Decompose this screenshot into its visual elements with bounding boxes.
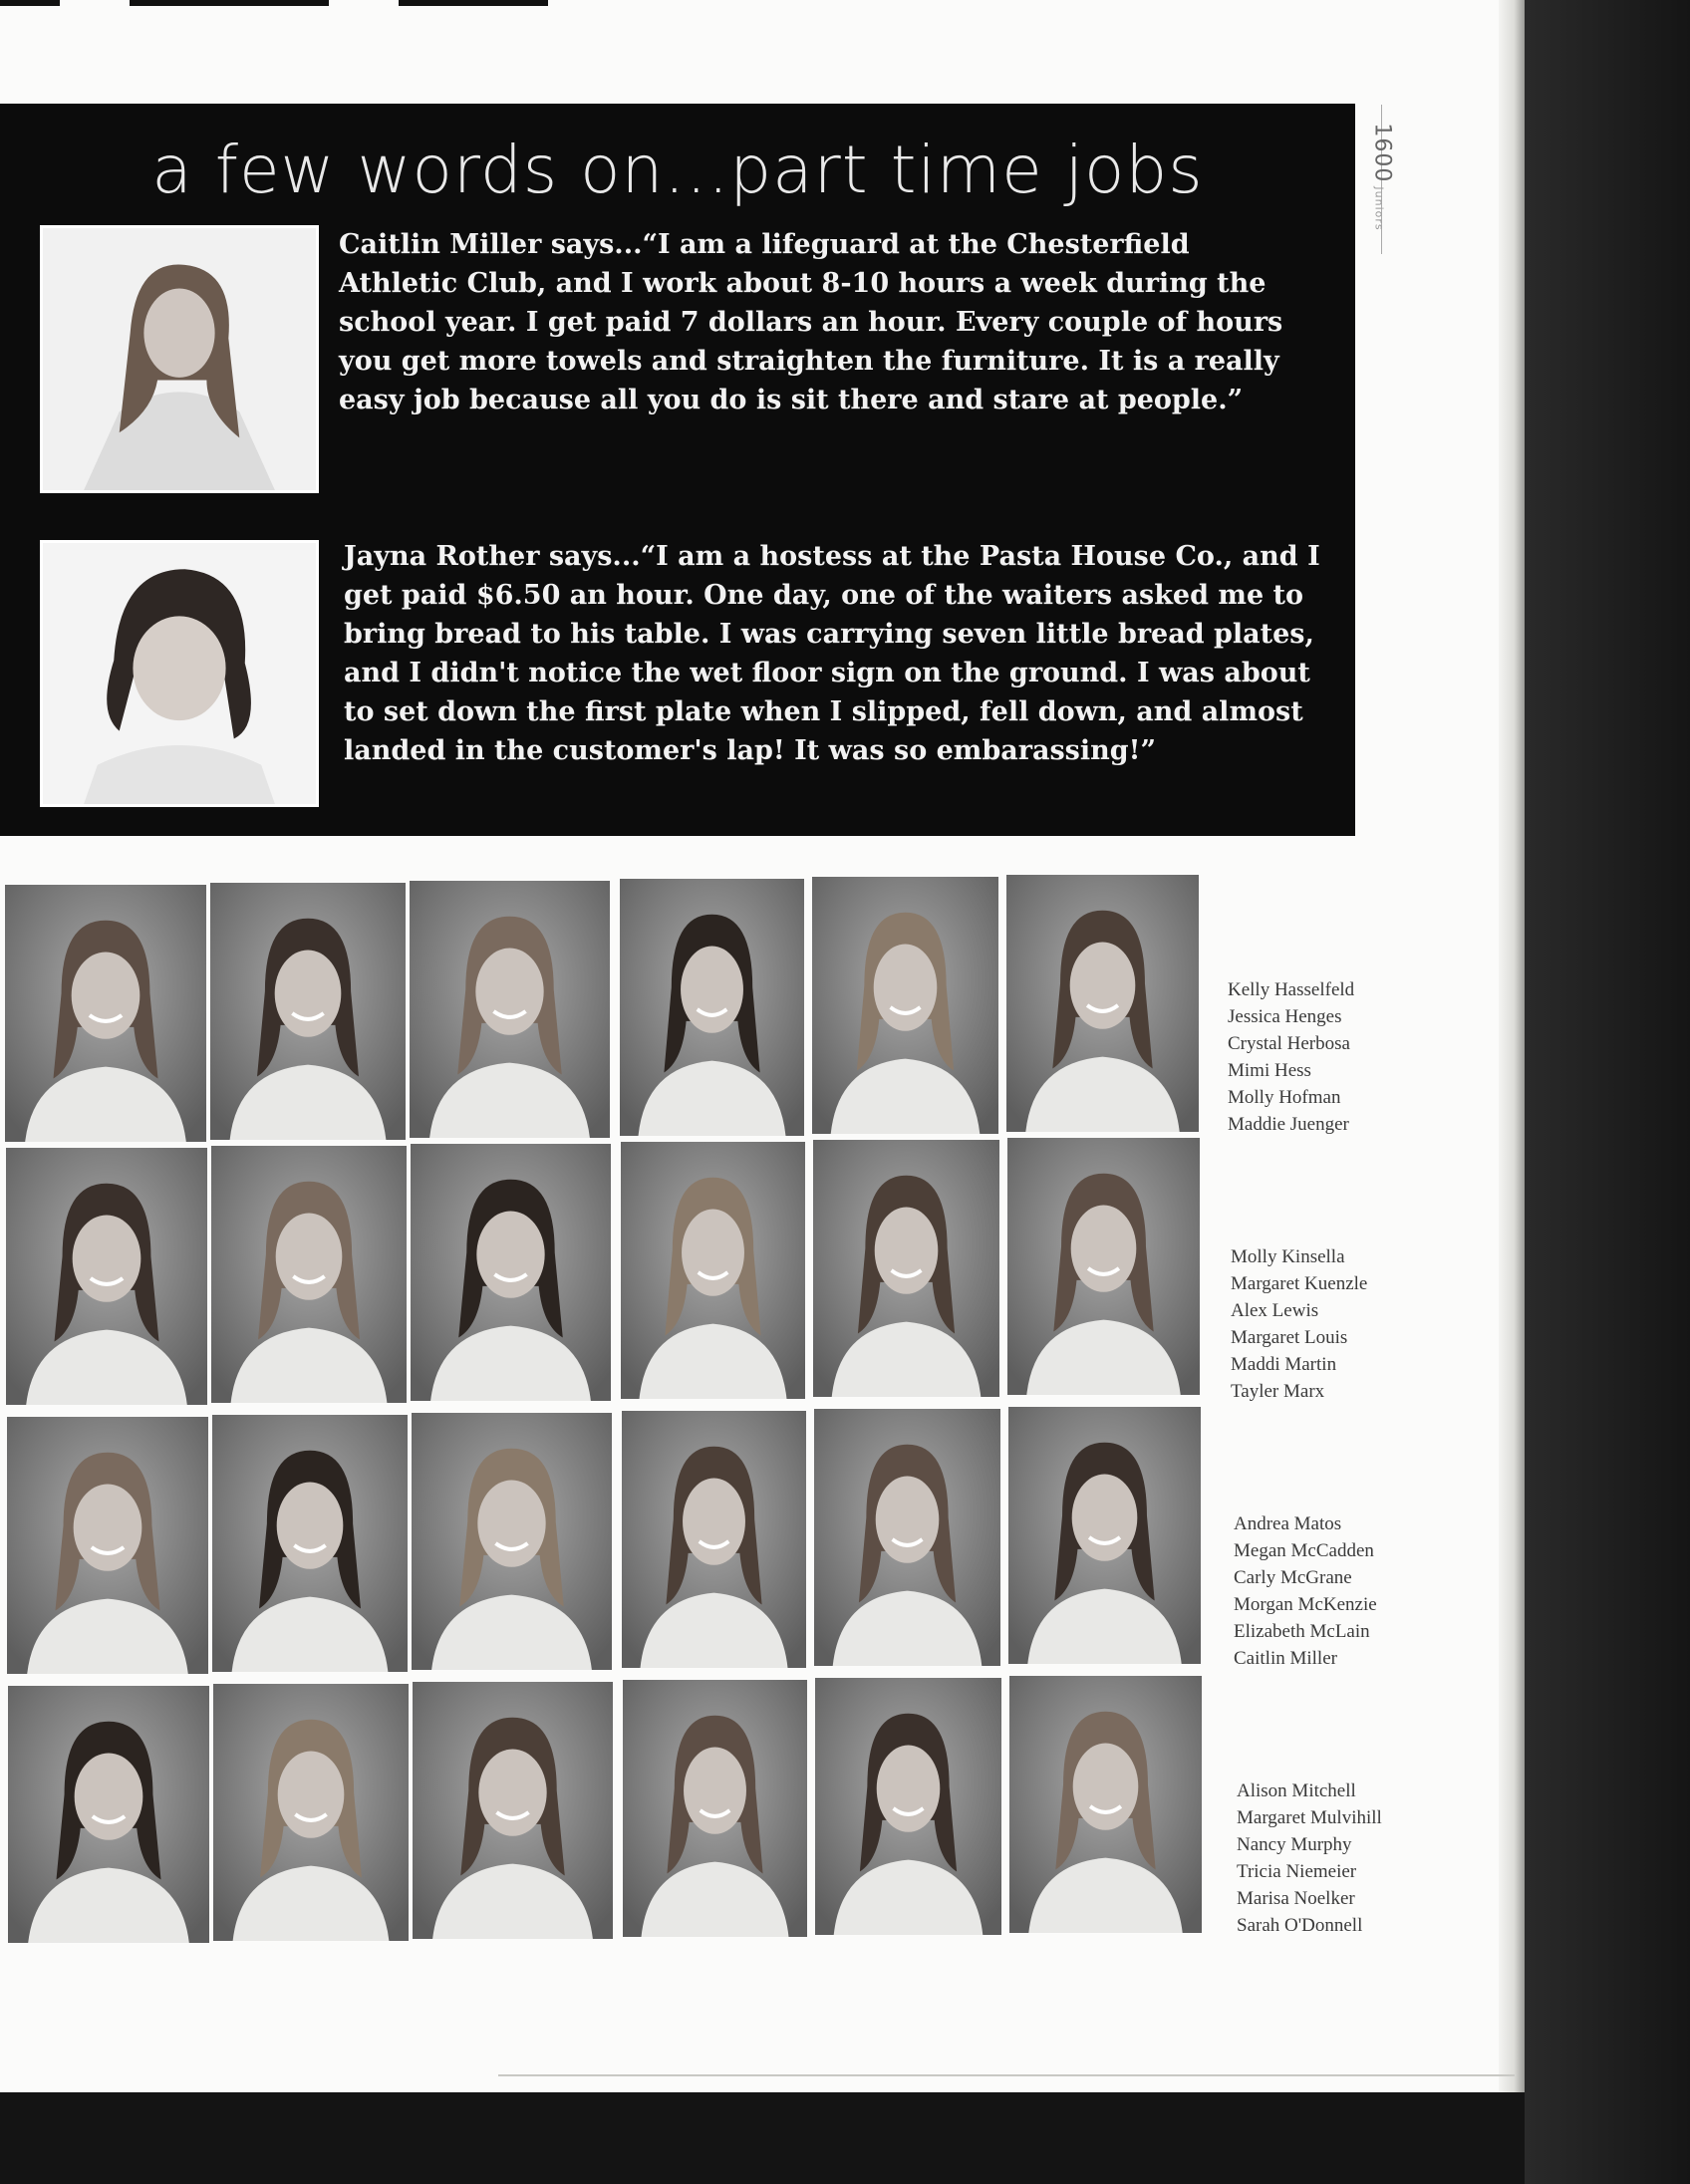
portrait-jayna-rother <box>40 540 319 807</box>
student-portrait <box>620 879 804 1136</box>
student-name: Crystal Herbosa <box>1228 1033 1350 1054</box>
student-name: Carly McGrane <box>1234 1567 1352 1588</box>
portrait-caitlin-miller <box>40 225 319 493</box>
student-name: Molly Kinsella <box>1231 1246 1345 1267</box>
student-name: Marisa Noelker <box>1237 1888 1355 1909</box>
student-portrait <box>211 1146 407 1403</box>
student-name: Tricia Niemeier <box>1237 1861 1357 1882</box>
student-name: Molly Hofman <box>1228 1087 1341 1108</box>
name-list-row-4 <box>1237 1777 1382 1939</box>
student-name: Margaret Louis <box>1231 1327 1348 1348</box>
student-portrait <box>622 1411 806 1668</box>
student-portrait <box>1009 1676 1202 1933</box>
student-name: Nancy Murphy <box>1237 1834 1352 1855</box>
section-label: Juniors <box>1372 186 1386 231</box>
student-portrait <box>413 1682 613 1939</box>
student-name: Elizabeth McLain <box>1234 1621 1370 1642</box>
background-right <box>1525 0 1690 2184</box>
feature-box <box>0 104 1355 836</box>
student-portrait <box>1006 875 1199 1132</box>
student-portrait <box>411 1144 611 1401</box>
name-list-row-3 <box>1234 1510 1377 1672</box>
student-name: Megan McCadden <box>1234 1540 1374 1561</box>
quote-caitlin-miller: Caitlin Miller says...“I am a lifeguard at the Chesterfield Athletic Club, and I work about 8-10 hours a week during the school year. I get paid 7 dollars an hour. Every couple of hours you get more towels and straighten the furniture. It is a really easy job because all you do is sit there and stare at people.” <box>339 229 1283 415</box>
divider <box>498 2074 1515 2076</box>
background-bottom <box>0 2092 1525 2184</box>
student-portrait <box>210 883 406 1140</box>
page-edge <box>1499 0 1525 2092</box>
student-portrait <box>8 1686 209 1943</box>
student-name: Maddie Juenger <box>1228 1114 1349 1135</box>
student-portrait <box>814 1409 1000 1666</box>
student-portrait <box>212 1415 408 1672</box>
quote-jayna-rother: Jayna Rother says...“I am a hostess at the Pasta House Co., and I get paid $6.50 an hour. One day, one of the waiters asked me to bring bread to his table. I was carrying seven little bread plates, and I didn't notice the wet floor sign on the ground. I was about to set down the first plate when I slipped, fell down, and almost landed in the customer's lap! It was so embarassing!” <box>344 541 1320 766</box>
student-portrait <box>213 1684 409 1941</box>
student-portrait <box>621 1142 805 1399</box>
student-name: Margaret Kuenzle <box>1231 1273 1368 1294</box>
student-name: Jessica Henges <box>1228 1006 1342 1027</box>
feature-title: a few words on...part time jobs <box>151 132 1204 208</box>
student-name: Kelly Hasselfeld <box>1228 979 1355 1000</box>
student-name: Alison Mitchell <box>1237 1780 1356 1801</box>
student-portrait <box>815 1678 1001 1935</box>
student-name: Tayler Marx <box>1231 1381 1325 1402</box>
student-portrait <box>6 1148 207 1405</box>
top-edge <box>0 0 1525 10</box>
student-name: Sarah O'Donnell <box>1237 1915 1363 1936</box>
student-portrait <box>623 1680 807 1937</box>
name-list-row-2 <box>1231 1243 1367 1405</box>
student-portrait <box>410 881 610 1138</box>
student-name: Caitlin Miller <box>1234 1648 1337 1669</box>
page-number-label <box>1367 105 1397 264</box>
student-portrait <box>813 1140 999 1397</box>
page-number: 1600 <box>1369 123 1395 183</box>
student-portrait <box>412 1413 612 1670</box>
student-portrait <box>1008 1407 1201 1664</box>
student-portrait <box>1007 1138 1200 1395</box>
student-name: Maddi Martin <box>1231 1354 1337 1375</box>
student-portrait <box>812 877 998 1134</box>
name-list-row-1 <box>1228 976 1354 1138</box>
student-name: Alex Lewis <box>1231 1300 1319 1321</box>
student-name: Margaret Mulvihill <box>1237 1807 1382 1828</box>
student-portrait <box>5 885 206 1142</box>
student-name: Mimi Hess <box>1228 1060 1311 1081</box>
student-name: Andrea Matos <box>1234 1513 1342 1534</box>
student-name: Morgan McKenzie <box>1234 1594 1377 1615</box>
student-portrait <box>7 1417 208 1674</box>
